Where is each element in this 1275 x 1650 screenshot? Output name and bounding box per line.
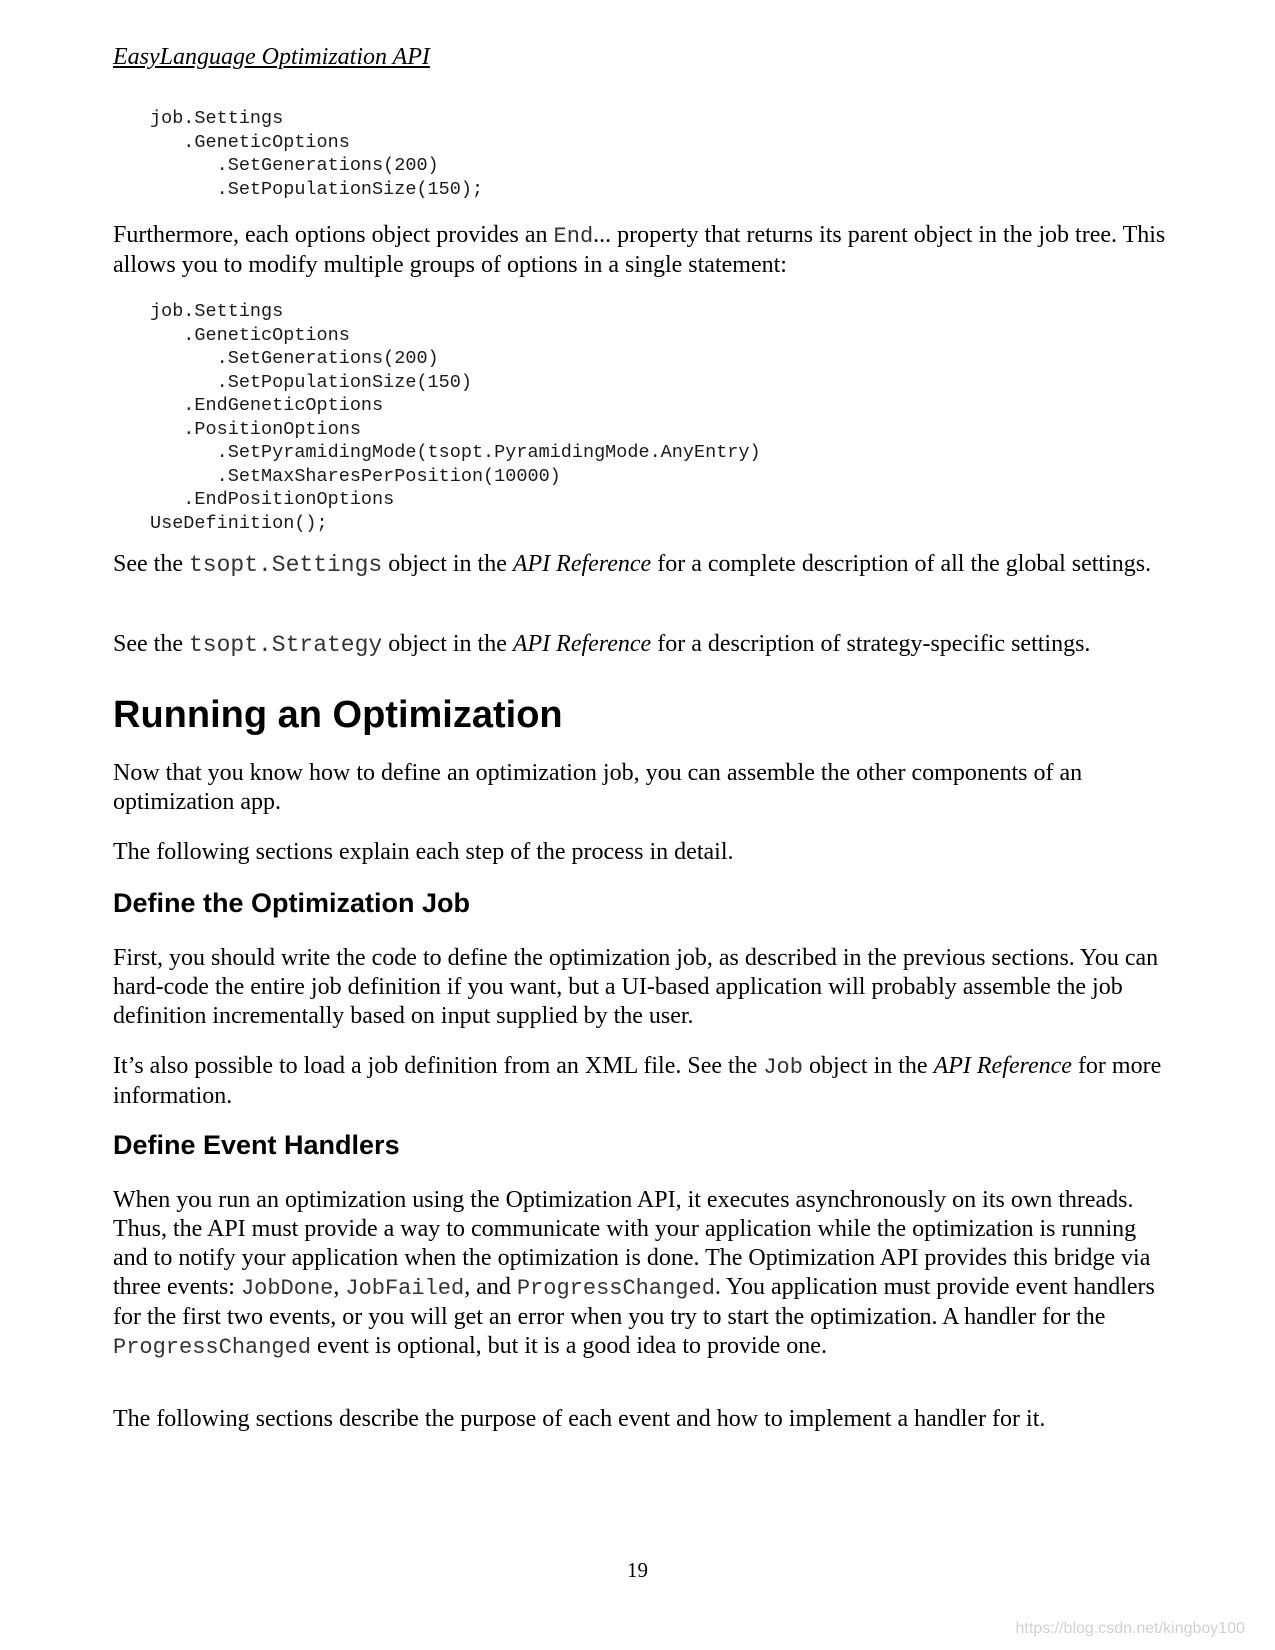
code-line: .SetMaxSharesPerPosition(10000) — [150, 465, 561, 487]
code-line: .SetPopulationSize(150); — [150, 178, 484, 200]
code-line: .PositionOptions — [150, 418, 361, 440]
paragraph-settings-reference — [113, 550, 1173, 580]
code-line: UseDefinition(); — [150, 512, 328, 534]
text: for more information. — [113, 1053, 1162, 1109]
text: Furthermore, each options object provides an — [113, 222, 554, 248]
inline-code-settings: tsopt.Settings — [188, 552, 383, 578]
paragraph-load-xml — [113, 1052, 1173, 1111]
paragraph-event-sections: The following sections describe the purpose of each event and how to implement a handler for it. — [113, 1406, 1046, 1432]
running-head: EasyLanguage Optimization API — [113, 44, 430, 70]
text: object in the — [382, 551, 513, 577]
text: When you run an optimization using the Optimization API, it executes asynchronously on its own threads. Thus, the API must provide a way to communicate with your application while the optimization is running and to notify your application when the optimization is done. The Optimization API provides this bridge via three events: — [113, 1187, 1151, 1300]
text: for a complete description of all the global settings. — [651, 551, 1152, 577]
api-reference-title: API Reference — [512, 631, 652, 657]
heading-running-optimization: Running an Optimization — [113, 694, 563, 736]
code-line: .EndPositionOptions — [150, 489, 395, 510]
paragraph-running-intro: Now that you know how to define an optimization job, you can assemble the other components of an optimization app. — [113, 760, 1083, 815]
text: . You application must provide event handlers for the first two events, or you will get an error when you try to start the optimization. A handler for the — [113, 1274, 1155, 1330]
inline-code-end: End — [553, 224, 594, 249]
inline-code-job: Job — [763, 1055, 803, 1080]
text: for a description of strategy-specific settings. — [651, 631, 1091, 657]
text: , and — [464, 1274, 517, 1300]
text: object in the — [802, 1053, 934, 1079]
code-line: job.Settings — [150, 301, 284, 322]
paragraph-strategy-reference — [113, 630, 1173, 660]
paragraph-define-job: First, you should write the code to define the optimization job, as described in the previous sections. You can hard-code the entire job definition if you want, but a UI-based application will probably assemble the job definition incrementally based on input supplied by the user. — [113, 945, 1159, 1029]
heading-define-job: Define the Optimization Job — [113, 888, 471, 918]
code-line: .GeneticOptions — [150, 324, 350, 346]
code-block-genetic-options — [150, 107, 483, 201]
text: See the — [113, 551, 189, 577]
heading-event-handlers: Define Event Handlers — [113, 1130, 400, 1160]
text: event is optional, but it is a good idea to provide one. — [311, 1333, 827, 1359]
text: See the — [113, 631, 189, 657]
inline-code-strategy: tsopt.Strategy — [188, 632, 383, 658]
inline-code-jobdone: JobDone — [240, 1276, 334, 1301]
code-line: .SetPyramidingMode(tsopt.PyramidingMode.AnyEntry) — [150, 442, 761, 463]
paragraph-event-handlers — [113, 1186, 1173, 1362]
code-line: .GeneticOptions — [150, 131, 350, 153]
paragraph-end-property — [113, 221, 1173, 280]
watermark: https://blog.csdn.net/kingboy100 — [1015, 1620, 1245, 1637]
code-line: .SetGenerations(200) — [150, 348, 439, 369]
paragraph-running-sections: The following sections explain each step of the process in detail. — [113, 839, 734, 865]
text: object in the — [382, 631, 513, 657]
inline-code-jobfailed: JobFailed — [345, 1276, 465, 1301]
code-line: .SetPopulationSize(150) — [150, 371, 472, 393]
page-number: 19 — [627, 1558, 648, 1582]
text: It’s also possible to load a job definition from an XML file. See the — [113, 1053, 764, 1079]
inline-code-progresschanged: ProgressChanged — [516, 1276, 715, 1301]
text: ... property that returns its parent object in the job tree. This allows you to modify multiple groups of options in a single statement: — [113, 222, 1166, 278]
code-line: job.Settings — [150, 108, 284, 129]
code-line: .SetGenerations(200) — [150, 155, 439, 176]
code-line: .EndGeneticOptions — [150, 395, 384, 416]
api-reference-title: API Reference — [933, 1053, 1072, 1079]
api-reference-title: API Reference — [512, 551, 652, 577]
inline-code-progresschanged: ProgressChanged — [113, 1335, 312, 1360]
text: , — [333, 1274, 346, 1300]
code-block-multiple-options — [150, 300, 761, 535]
